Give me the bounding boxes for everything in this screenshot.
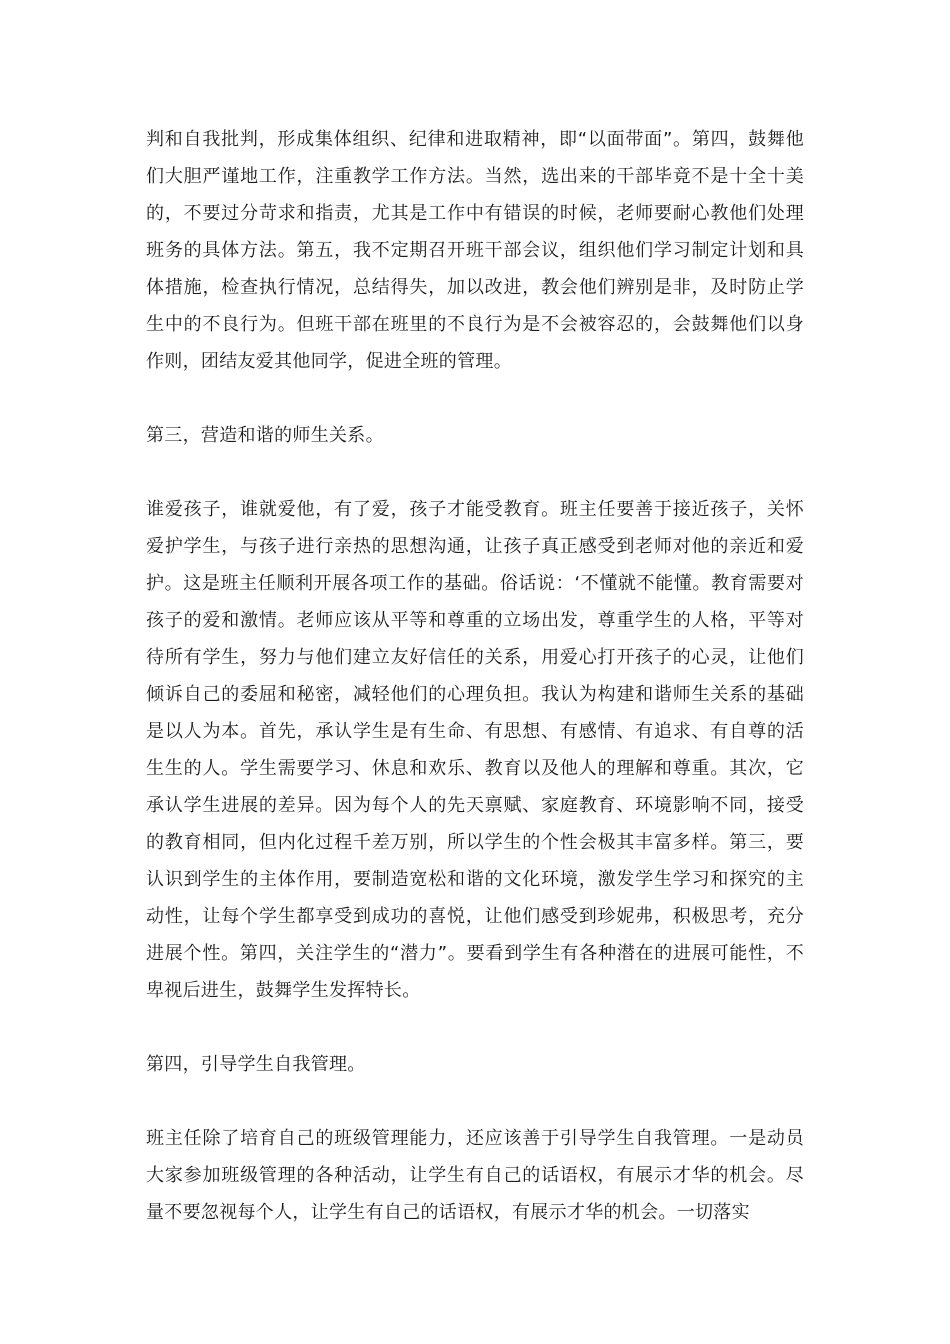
section-heading-self-management: 第四，引导学生自我管理。 <box>146 1054 366 1075</box>
paragraph-spacer <box>146 454 804 491</box>
paragraph-self-management: 班主任除了培育自己的班级管理能力，还应该善于引导学生自我管理。一是动员大家参加班级管理的各种活动，让学生有自己的话语权，有展示才华的机会。尽量不要忽视每个人，让学生有自己的话语权，有展示才华的机会。一切落实 <box>146 1128 804 1223</box>
paragraph-teacher-student-relationship: 谁爱孩子，谁就爱他，有了爱，孩子才能受教育。班主任要善于接近孩子，关怀爱护学生，与孩子进行亲热的思想沟通，让孩子真正感受到老师对他的亲近和爱护。这是班主任顺利开展各项工作的基础。俗话说：‘不懂就不能懂。教育需要对孩子的爱和激情。老师应该从平等和尊重的立场出发，尊重学生的人格，平等对待所有学生，努力与他们建立友好信任的关系，用爱心打开孩子的心灵，让他们倾诉自己的委屈和秘密，减轻他们的心理负担。我认为构建和谐师生关系的基础是以人为本。首先，承认学生是有生命、有思想、有感情、有追求、有自尊的活生生的人。学生需要学习、休息和欢乐、教育以及他人的理解和尊重。其次，它承认学生进展的差异。因为每个人的先天禀赋、家庭教育、环境影响不同，接受的教育相同，但内化过程千差万别，所以学生的个性会极其丰富多样。第三，要认识到学生的主体作用，要制造宽松和谐的文化环境，激发学生学习和探究的主动性，让每个学生都享受到成功的喜悦，让他们感受到珍妮弗，积极思考，充分进展个性。第四，关注学生的“潜力”。要看到学生有各种潜在的进展可能性，不卑视后进生，鼓舞学生发挥特长。 <box>146 499 804 1001</box>
section-heading-teacher-student-relationship: 第三，营造和谐的师生关系。 <box>146 425 384 446</box>
document-body <box>146 121 804 1231</box>
paragraph-class-cadre-training: 判和自我批判，形成集体组织、纪律和进取精神，即“以面带面”。第四，鼓舞他们大胆严谨地工作，注重教学工作方法。当然，选出来的干部毕竟不是十全十美的，不要过分苛求和指责，尤其是工作中有错误的时候，老师要耐心教他们处理班务的具体方法。第五，我不定期召开班干部会议，组织他们学习制定计划和具体措施，检查执行情况，总结得失，加以改进，教会他们辨别是非，及时防止学生中的不良行为。但班干部在班里的不良行为是不会被容忍的，会鼓舞他们以身作则，团结友爱其他同学，促进全班的管理。 <box>146 129 804 372</box>
paragraph-spacer <box>146 1009 804 1046</box>
paragraph-spacer <box>146 380 804 417</box>
paragraph-spacer <box>146 1083 804 1120</box>
